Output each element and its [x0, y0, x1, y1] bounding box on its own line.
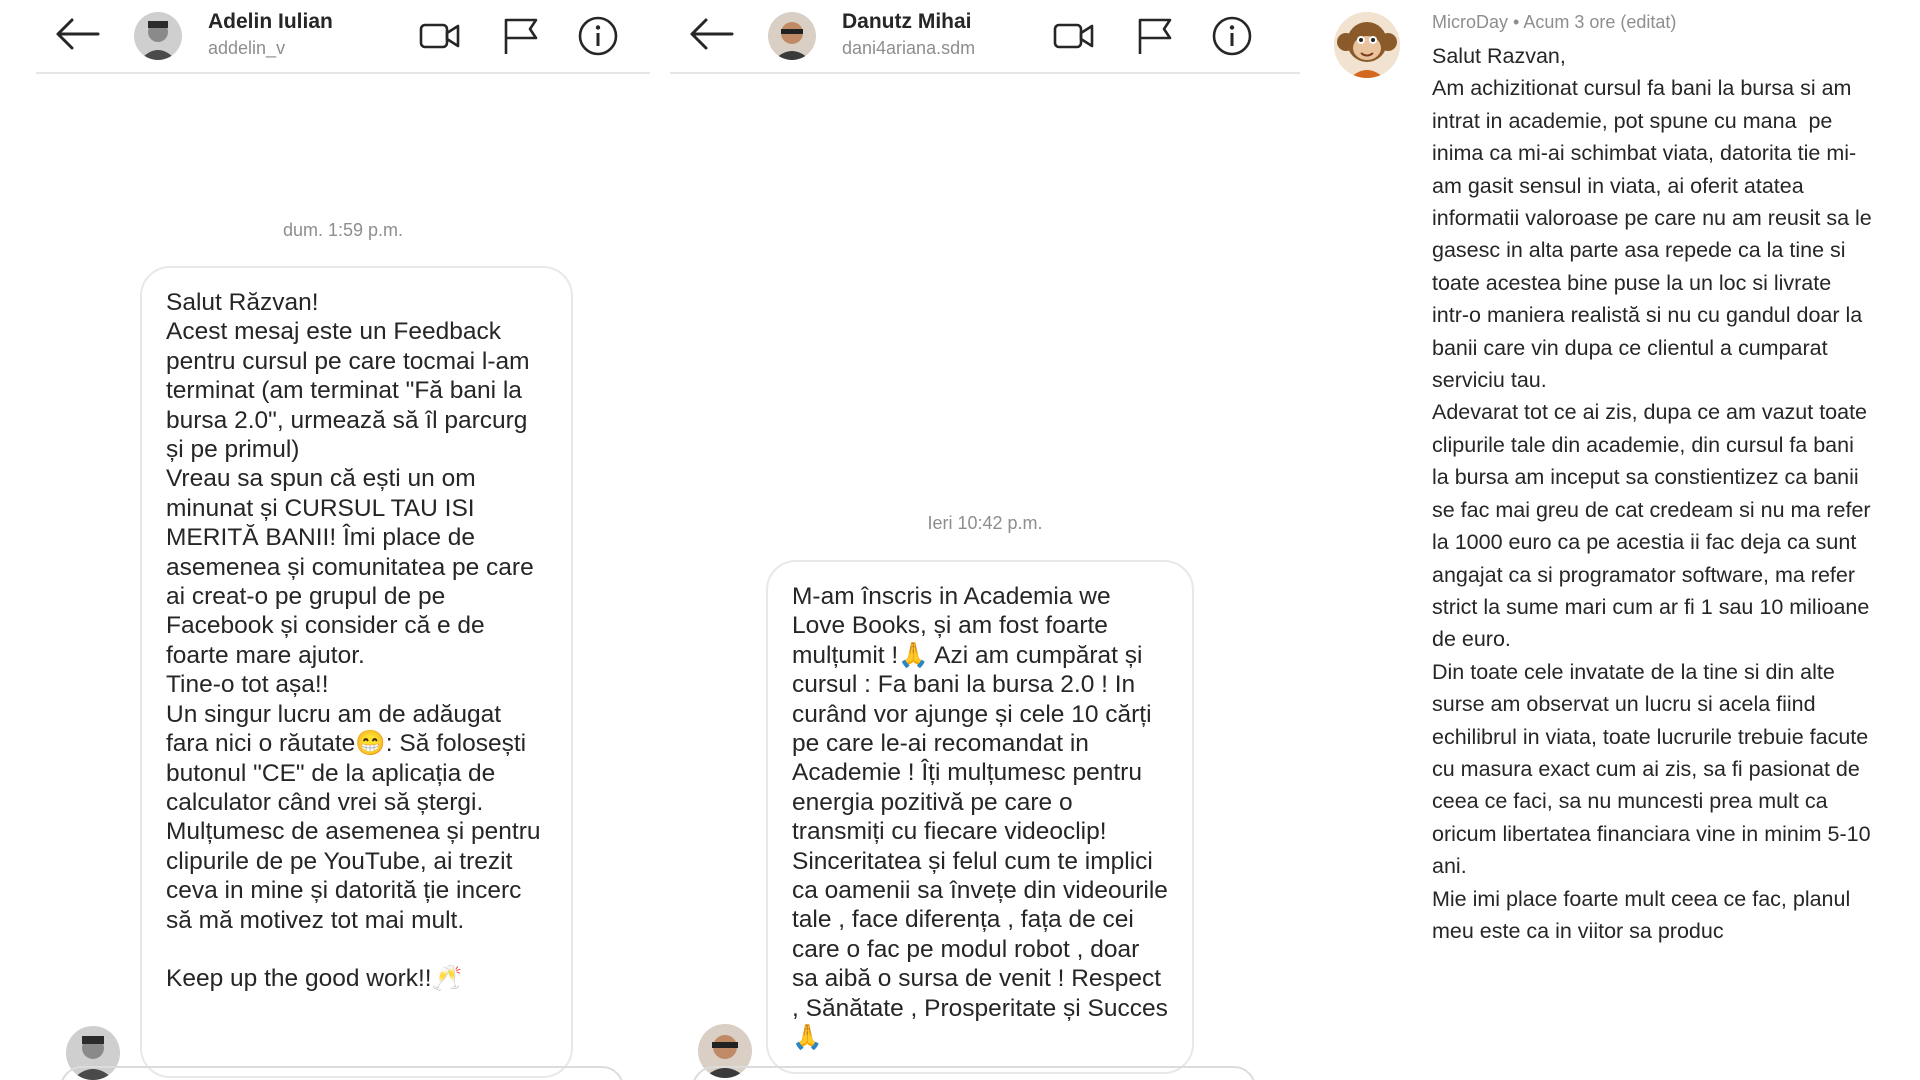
comment-author[interactable]: MicroDay — [1432, 12, 1509, 32]
avatar[interactable] — [768, 12, 816, 60]
comment-meta — [1432, 12, 1676, 33]
info-icon[interactable] — [576, 14, 620, 58]
chat-panel-adelin — [0, 0, 650, 1080]
comment-text: Salut Razvan, Am achizitionat cursul fa bani la bursa si am intrat in academie, pot spune cu mana pe inima ca mi-ai schimbat viata, datorita tie mi-am gasit sensul in viata, ai oferit atatea informatii valoroase pe care nu am reusit sa le gasesc in alta parte asa repede ca la tine si toate acestea bine puse la un loc si livrate intr-o maniera realistă si nu cu gandul doar la banii care vin dupa ce clientul a cumparat serviciu tau. Adevarat tot ce ai zis, dupa ce am vazut toate clipurile tale din academie, din cursul fa bani la bursa am inceput sa constientizez ca banii se fac mai greu de cat credeam si nu ma refer la 1000 euro ca pe acestia ii fac deja ca sunt angajat ca si programator software, ma refer strict la sume mari cum ar fi 1 sau 10 milioane de euro. Din toate cele invatate de la tine si din alte surse am observat un lucru si acela fiind echilibrul in viata, toate lucrurile trebuie facute cu masura exact cum ai zis, sa fi pasionat de ceea ce faci, sa nu muncesti prea mult ca oricum libertatea financiara vine in minim 5-10 ani. Mie imi place foarte mult ceea ce fac, planul meu este ca in viitor sa produc — [1432, 44, 1872, 943]
video-call-icon[interactable] — [1052, 14, 1096, 58]
message-input[interactable] — [692, 1066, 1256, 1080]
back-arrow-icon[interactable] — [54, 14, 102, 54]
monkey-avatar[interactable] — [1334, 12, 1400, 78]
chat-header — [36, 0, 650, 74]
chat-header — [670, 0, 1300, 74]
contact-name: Adelin Iulian — [208, 10, 333, 33]
chat-panel-danutz — [650, 0, 1300, 1080]
message-timestamp: Ieri 10:42 p.m. — [927, 513, 1043, 533]
comment-panel — [1300, 0, 1920, 1080]
avatar[interactable] — [134, 12, 182, 60]
contact-name: Danutz Mihai — [842, 10, 972, 33]
contact-username: dani4ariana.sdm — [842, 38, 976, 58]
info-icon[interactable] — [1210, 14, 1254, 58]
back-arrow-icon[interactable] — [688, 14, 736, 54]
message-bubble[interactable]: Salut Răzvan! Acest mesaj este un Feedback pentru cursul pe care tocmai l-am terminat (am terminat "Fă bani la bursa 2.0", urmează să îl parcurg și pe primul) Vreau sa spun că ești un om minunat și CURSUL TAU ISI MERITĂ BANII! Îmi place de asemenea și comunitatea pe care ai creat-o pe grupul de pe Facebook și consider că e de foarte mare ajutor. Tine-o tot așa!! Un singur lucru am de adăugat fara nici o răutate😁: Să folosești butonul "CE" de la aplicația de calculator când vrei să ștergi. Mulțumesc de asemenea și pentru clipurile de pe YouTube, ai trezit ceva in mine și datorită ție incerc să mă motivez tot mai mult. Keep up the good work!!🥂 — [140, 266, 573, 1078]
message-bubble[interactable]: M-am înscris in Academia we Love Books, și am fost foarte mulțumit !🙏 Azi am cumpărat și cursul : Fa bani la bursa 2.0 ! In curând vor ajunge și cele 10 cărți pe care le-ai recomandat in Academie ! Îți mulțumesc pentru energia pozitivă pe care o transmiți cu fiecare videoclip! Sinceritatea și felul cum te implici ca oamenii sa învețe din videourile tale , face diferența , fața de cei care o fac pe modul robot , doar sa aibă o sursa de venit ! Respect , Sănătate , Prosperitate și Succes🙏 — [766, 560, 1194, 1074]
message-input[interactable] — [60, 1066, 624, 1080]
message-timestamp: dum. 1:59 p.m. — [282, 220, 404, 240]
flag-icon[interactable] — [498, 14, 542, 58]
contact-username: addelin_v — [208, 38, 286, 58]
meta-separator: • — [1513, 12, 1520, 32]
comment-time: Acum 3 ore (editat) — [1523, 12, 1677, 32]
flag-icon[interactable] — [1132, 14, 1176, 58]
video-call-icon[interactable] — [418, 14, 462, 58]
